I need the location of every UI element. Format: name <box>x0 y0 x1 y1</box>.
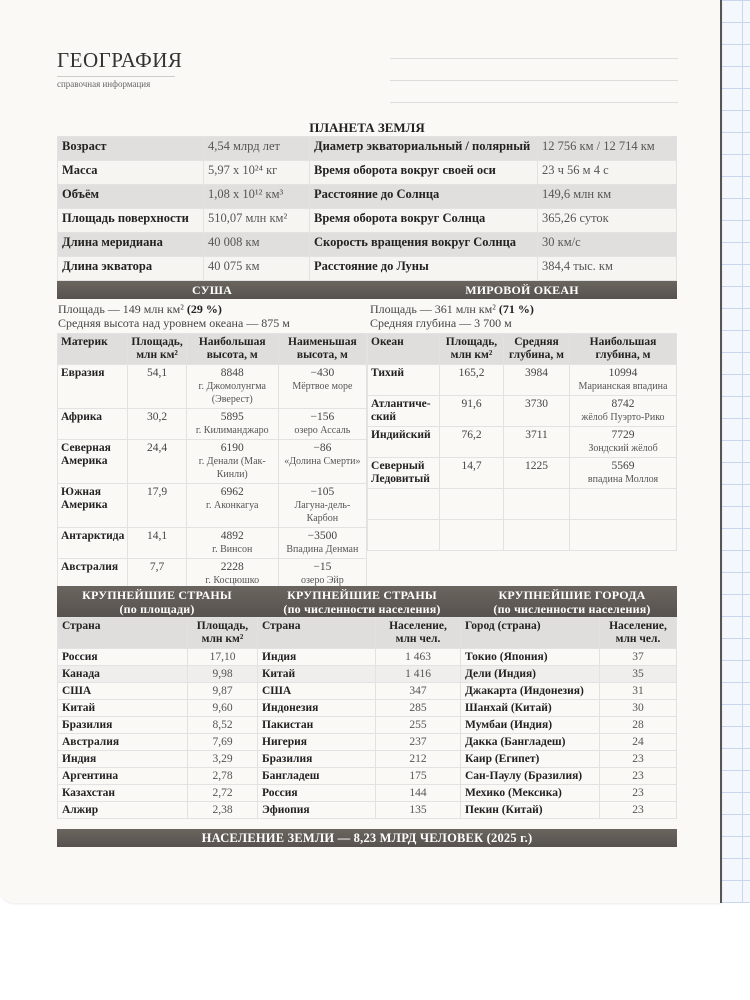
table-row <box>58 700 677 717</box>
deepest-point <box>570 427 677 458</box>
lowest-value: −86 <box>313 442 332 454</box>
col-header: Наименьшая высота, м <box>278 334 366 365</box>
col-header: Площадь, млн км² <box>188 618 258 649</box>
largest-table <box>57 617 677 819</box>
country-area-value: 3,29 <box>188 751 258 768</box>
land-area-percent: (29 %) <box>186 302 222 316</box>
deepest-place: впадина Моллоя <box>587 474 659 485</box>
table-row <box>58 137 677 161</box>
city-population-value: 23 <box>600 785 677 802</box>
table-row <box>368 427 677 458</box>
table-row <box>58 768 677 785</box>
highest-point <box>186 559 278 590</box>
country-area-value: 2,78 <box>188 768 258 785</box>
empty-cell <box>504 489 570 520</box>
highest-value: 8848 <box>220 367 244 379</box>
city-population-value: 35 <box>600 666 677 683</box>
cities-pop-title: КРУПНЕЙШИЕ ГОРОДА <box>498 588 646 602</box>
city-by-population: Пекин (Китай) <box>461 802 600 819</box>
highest-place: г. Джомолунгма (Эверест) <box>198 381 266 405</box>
col-header: Площадь, млн км² <box>440 334 504 365</box>
country-by-population: Эфиопия <box>258 802 376 819</box>
fact-label: Расстояние до Солнца <box>310 185 538 209</box>
country-population-value: 212 <box>376 751 461 768</box>
highest-value: 5895 <box>220 411 244 423</box>
highest-point <box>186 409 278 440</box>
countries-pop-heading <box>257 586 467 617</box>
country-by-population: Бангладеш <box>258 768 376 785</box>
country-by-area: Казахстан <box>58 785 188 802</box>
continent-area: 7,7 <box>128 559 186 590</box>
lowest-point <box>278 440 366 484</box>
country-population-value: 175 <box>376 768 461 785</box>
country-population-value: 144 <box>376 785 461 802</box>
country-by-population: США <box>258 683 376 700</box>
page-subtitle: справочная информация <box>57 79 151 89</box>
land-area: Площадь — 149 млн км² <box>58 302 184 316</box>
empty-cell <box>440 489 504 520</box>
city-population-value: 30 <box>600 700 677 717</box>
ocean-area: 91,6 <box>440 396 504 427</box>
world-population-band: НАСЕЛЕНИЕ ЗЕМЛИ — 8,23 МЛРД ЧЕЛОВЕК (2025 г.) <box>57 829 677 847</box>
highest-place: г. Аконкагуа <box>206 500 259 511</box>
fact-value: 40 075 км <box>204 257 310 281</box>
deepest-place: жёлоб Пуэрто-Рико <box>581 412 665 423</box>
col-header: Площадь, млн км² <box>128 334 186 365</box>
fact-label: Масса <box>58 161 204 185</box>
ocean-area: 165,2 <box>440 365 504 396</box>
ocean-area-percent: (71 %) <box>498 302 534 316</box>
title-divider <box>57 76 175 77</box>
lowest-place: «Долина Смерти» <box>284 456 361 467</box>
table-row <box>58 528 367 559</box>
city-by-population: Сан-Паулу (Бразилия) <box>461 768 600 785</box>
fact-label: Расстояние до Луны <box>310 257 538 281</box>
fact-value: 5,97 x 10²⁴ кг <box>204 161 310 185</box>
country-population-value: 135 <box>376 802 461 819</box>
countries-pop-subtitle: (по численности населения) <box>283 602 441 616</box>
deepest-value: 7729 <box>611 429 635 441</box>
countries-pop-title: КРУПНЕЙШИЕ СТРАНЫ <box>287 588 437 602</box>
table-row <box>58 440 367 484</box>
col-header: Средняя глубина, м <box>504 334 570 365</box>
deepest-point <box>570 365 677 396</box>
table-row <box>58 409 367 440</box>
country-by-area: США <box>58 683 188 700</box>
country-population-value: 347 <box>376 683 461 700</box>
deepest-value: 10994 <box>608 367 638 379</box>
ocean-name: Северный Ледовитый <box>368 458 440 489</box>
city-by-population: Дели (Индия) <box>461 666 600 683</box>
city-by-population: Мумбаи (Индия) <box>461 717 600 734</box>
tops-section-band <box>57 586 677 617</box>
country-area-value: 2,72 <box>188 785 258 802</box>
table-row <box>58 185 677 209</box>
countries-area-title: КРУПНЕЙШИЕ СТРАНЫ <box>82 588 232 602</box>
country-area-value: 2,38 <box>188 802 258 819</box>
continent-name: Южная Америка <box>58 484 128 528</box>
country-population-value: 1 463 <box>376 649 461 666</box>
table-row <box>368 365 677 396</box>
lowest-place: озеро Ассаль <box>294 425 351 436</box>
lowest-value: −3500 <box>307 530 338 542</box>
country-by-population: Пакистан <box>258 717 376 734</box>
city-by-population: Джакарта (Индонезия) <box>461 683 600 700</box>
fact-label: Время оборота вокруг Солнца <box>310 209 538 233</box>
empty-cell <box>570 489 677 520</box>
city-population-value: 28 <box>600 717 677 734</box>
fact-label: Диаметр экваториальный / полярный <box>310 137 538 161</box>
country-by-population: Китай <box>258 666 376 683</box>
fact-label: Площадь поверхности <box>58 209 204 233</box>
ocean-avg-depth: 3984 <box>504 365 570 396</box>
highest-point <box>186 528 278 559</box>
country-by-area: Австралия <box>58 734 188 751</box>
country-area-value: 9,98 <box>188 666 258 683</box>
note-line <box>390 80 678 81</box>
page-title: ГЕОГРАФИЯ <box>57 48 183 72</box>
ocean-section-band: МИРОВОЙ ОКЕАН <box>367 281 677 299</box>
lowest-value: −156 <box>310 411 335 423</box>
fact-value: 30 км/с <box>538 233 677 257</box>
lowest-point <box>278 559 366 590</box>
highest-point <box>186 365 278 409</box>
country-by-area: Аргентина <box>58 768 188 785</box>
continent-area: 17,9 <box>128 484 186 528</box>
country-population-value: 255 <box>376 717 461 734</box>
fact-label: Объём <box>58 185 204 209</box>
table-row <box>58 734 677 751</box>
city-population-value: 23 <box>600 802 677 819</box>
lowest-place: Лагуна-дель-Карбон <box>294 500 351 524</box>
col-header: Океан <box>368 334 440 365</box>
highest-place: г. Денали (Мак-Кинли) <box>198 456 266 480</box>
table-row <box>58 365 367 409</box>
empty-cell <box>440 520 504 551</box>
deepest-point <box>570 458 677 489</box>
table-row <box>368 396 677 427</box>
ocean-name: Атлантиче-ский <box>368 396 440 427</box>
lowest-value: −15 <box>313 561 332 573</box>
col-header: Город (страна) <box>461 618 600 649</box>
table-row <box>58 161 677 185</box>
city-by-population: Мехико (Мексика) <box>461 785 600 802</box>
empty-cell <box>368 520 440 551</box>
cities-pop-heading <box>467 586 677 617</box>
col-header: Наибольшая высота, м <box>186 334 278 365</box>
fact-value: 149,6 млн км <box>538 185 677 209</box>
highest-point <box>186 484 278 528</box>
empty-cell <box>504 520 570 551</box>
highest-value: 4892 <box>220 530 244 542</box>
empty-cell <box>570 520 677 551</box>
fact-value: 4,54 млрд лет <box>204 137 310 161</box>
country-by-area: Канада <box>58 666 188 683</box>
fact-label: Возраст <box>58 137 204 161</box>
country-by-population: Индия <box>258 649 376 666</box>
lowest-point <box>278 528 366 559</box>
col-header: Население, млн чел. <box>376 618 461 649</box>
continent-area: 24,4 <box>128 440 186 484</box>
country-by-area: Россия <box>58 649 188 666</box>
table-row <box>58 717 677 734</box>
country-area-value: 8,52 <box>188 717 258 734</box>
ocean-summary <box>370 302 534 330</box>
table-row <box>58 649 677 666</box>
table-row <box>58 257 677 281</box>
earth-section-title: ПЛАНЕТА ЗЕМЛЯ <box>309 120 425 135</box>
note-line <box>390 58 678 59</box>
table-row <box>368 520 677 551</box>
ocean-area: 14,7 <box>440 458 504 489</box>
lowest-value: −105 <box>310 486 335 498</box>
cities-pop-subtitle: (по численности населения) <box>493 602 651 616</box>
city-population-value: 37 <box>600 649 677 666</box>
col-header: Наибольшая глубина, м <box>570 334 677 365</box>
country-area-value: 7,69 <box>188 734 258 751</box>
country-by-population: Индонезия <box>258 700 376 717</box>
fact-label: Длина меридиана <box>58 233 204 257</box>
ocean-name: Индийский <box>368 427 440 458</box>
city-by-population: Токио (Япония) <box>461 649 600 666</box>
deepest-value: 5569 <box>611 460 635 472</box>
fact-value: 384,4 тыс. км <box>538 257 677 281</box>
col-header: Страна <box>258 618 376 649</box>
earth-facts-table <box>57 136 677 281</box>
city-population-value: 23 <box>600 768 677 785</box>
fact-label: Скорость вращения вокруг Солнца <box>310 233 538 257</box>
fact-value: 510,07 млн км² <box>204 209 310 233</box>
lowest-place: озеро Эйр <box>300 575 344 586</box>
highest-place: г. Винсон <box>212 544 253 555</box>
ocean-avg-depth: 3730 <box>504 396 570 427</box>
continent-name: Евразия <box>58 365 128 409</box>
country-area-value: 17,10 <box>188 649 258 666</box>
ocean-avg-depth: Средняя глубина — 3 700 м <box>370 316 512 330</box>
country-by-area: Алжир <box>58 802 188 819</box>
fact-label: Длина экватора <box>58 257 204 281</box>
country-population-value: 237 <box>376 734 461 751</box>
highest-point <box>186 440 278 484</box>
table-row <box>368 458 677 489</box>
city-population-value: 23 <box>600 751 677 768</box>
table-row <box>368 489 677 520</box>
table-row <box>58 666 677 683</box>
city-by-population: Шанхай (Китай) <box>461 700 600 717</box>
deepest-place: Марианская впадина <box>578 381 668 392</box>
city-by-population: Каир (Египет) <box>461 751 600 768</box>
table-row <box>58 802 677 819</box>
land-summary <box>58 302 290 330</box>
ocean-area: 76,2 <box>440 427 504 458</box>
countries-area-subtitle: (по площади) <box>119 602 195 616</box>
fact-label: Время оборота вокруг своей оси <box>310 161 538 185</box>
city-by-population: Дакка (Бангладеш) <box>461 734 600 751</box>
col-header: Страна <box>58 618 188 649</box>
lowest-point <box>278 365 366 409</box>
ocean-avg-depth: 1225 <box>504 458 570 489</box>
continent-name: Северная Америка <box>58 440 128 484</box>
continent-area: 30,2 <box>128 409 186 440</box>
continent-area: 54,1 <box>128 365 186 409</box>
col-header: Материк <box>58 334 128 365</box>
lowest-place: Впадина Денман <box>286 544 359 555</box>
table-row <box>58 751 677 768</box>
fact-value: 1,08 x 10¹² км³ <box>204 185 310 209</box>
highest-value: 6190 <box>220 442 244 454</box>
note-line <box>390 102 678 103</box>
country-by-population: Нигерия <box>258 734 376 751</box>
city-population-value: 24 <box>600 734 677 751</box>
countries-area-heading <box>57 586 257 617</box>
table-row <box>58 209 677 233</box>
highest-value: 6962 <box>220 486 244 498</box>
continent-area: 14,1 <box>128 528 186 559</box>
lowest-point <box>278 484 366 528</box>
country-by-area: Бразилия <box>58 717 188 734</box>
land-section-band: СУША <box>57 281 367 299</box>
fact-value: 23 ч 56 м 4 с <box>538 161 677 185</box>
city-population-value: 31 <box>600 683 677 700</box>
continents-table <box>57 333 367 590</box>
highest-place: г. Косцюшко <box>205 575 260 586</box>
continent-name: Африка <box>58 409 128 440</box>
country-area-value: 9,60 <box>188 700 258 717</box>
country-population-value: 285 <box>376 700 461 717</box>
table-row <box>58 484 367 528</box>
highest-value: 2228 <box>220 561 244 573</box>
country-by-population: Бразилия <box>258 751 376 768</box>
table-row <box>58 559 367 590</box>
ocean-name: Тихий <box>368 365 440 396</box>
continent-name: Антарктида <box>58 528 128 559</box>
deepest-value: 8742 <box>611 398 635 410</box>
deepest-point <box>570 396 677 427</box>
country-population-value: 1 416 <box>376 666 461 683</box>
oceans-table <box>367 333 677 551</box>
country-by-area: Китай <box>58 700 188 717</box>
ocean-avg-depth: 3711 <box>504 427 570 458</box>
country-area-value: 9,87 <box>188 683 258 700</box>
grid-paper-background <box>720 0 750 903</box>
country-by-area: Индия <box>58 751 188 768</box>
ocean-area: Площадь — 361 млн км² <box>370 302 496 316</box>
fact-value: 12 756 км / 12 714 км <box>538 137 677 161</box>
empty-cell <box>368 489 440 520</box>
highest-place: г. Килиманджаро <box>195 425 269 436</box>
table-row <box>58 683 677 700</box>
lowest-value: −430 <box>310 367 335 379</box>
table-row <box>58 233 677 257</box>
lowest-point <box>278 409 366 440</box>
land-avg-height: Средняя высота над уровнем океана — 875 м <box>58 316 290 330</box>
fact-value: 365,26 суток <box>538 209 677 233</box>
deepest-place: Зондский жёлоб <box>588 443 658 454</box>
fact-value: 40 008 км <box>204 233 310 257</box>
table-row <box>58 785 677 802</box>
continent-name: Австралия <box>58 559 128 590</box>
lowest-place: Мёртвое море <box>292 381 353 392</box>
country-by-population: Россия <box>258 785 376 802</box>
col-header: Население, млн чел. <box>600 618 677 649</box>
